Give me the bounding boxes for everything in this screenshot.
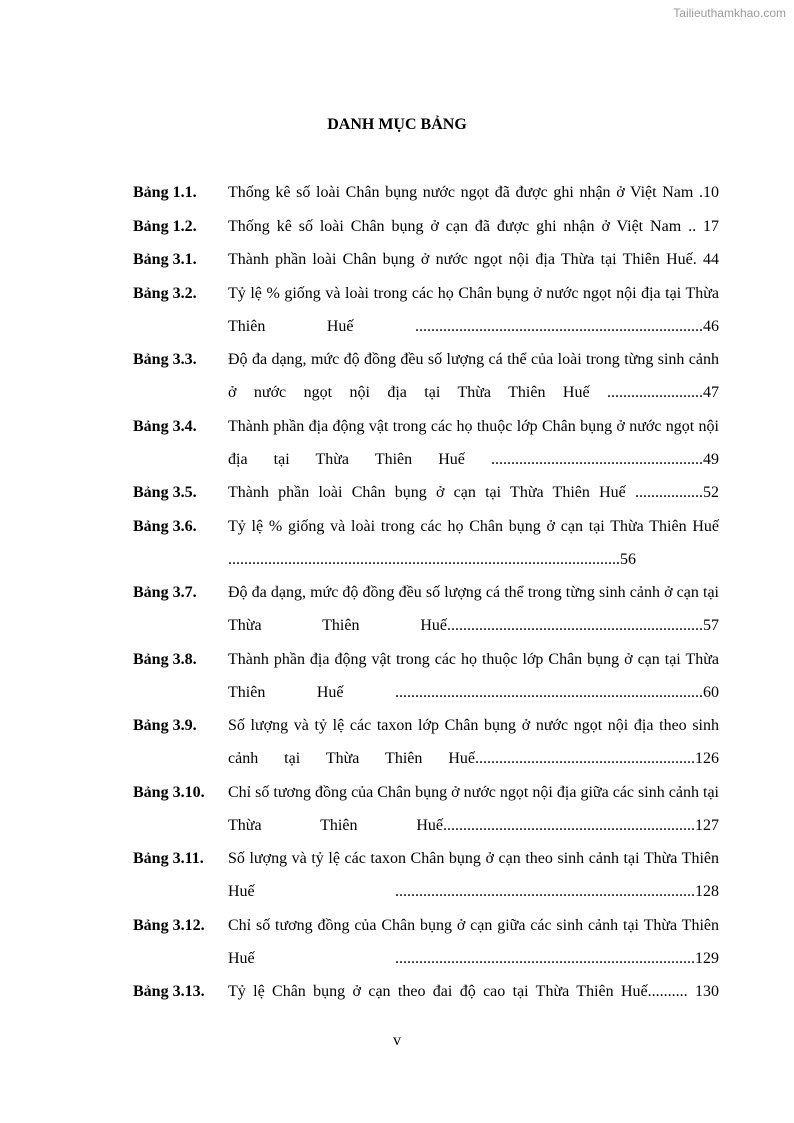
table-label: Bảng 3.6. — [133, 517, 197, 535]
list-item[interactable] — [133, 909, 719, 975]
table-caption: Độ đa dạng, mức độ đồng đều số lượng cá thể trong từng sinh cảnh ở cạn tại Thừa Thiên Huế................................................................57 — [228, 584, 719, 634]
page-number: v — [393, 1032, 401, 1049]
list-item[interactable] — [133, 410, 719, 476]
table-label: Bảng 3.12. — [133, 916, 205, 934]
list-item[interactable] — [133, 975, 719, 1008]
table-caption: Độ đa dạng, mức độ đồng đều số lượng cá thể của loài trong từng sinh cảnh ở nước ngọt nội địa tại Thừa Thiên Huế ........................47 — [228, 351, 719, 401]
table-caption: Tỷ lệ Chân bụng ở cạn theo đai độ cao tại Thừa Thiên Huế.......... 130 — [228, 983, 719, 1000]
list-item[interactable] — [133, 277, 719, 343]
table-label: Bảng 1.1. — [133, 184, 197, 201]
table-label: Bảng 3.3. — [133, 351, 197, 368]
table-list — [133, 176, 719, 1009]
table-caption: Tỷ lệ % giống và loài trong các họ Chân bụng ở nước ngọt nội địa tại Thừa Thiên Huế ........................................................................46 — [228, 284, 719, 335]
table-label: Bảng 3.9. — [133, 717, 197, 734]
table-label: Bảng 3.11. — [133, 850, 204, 867]
list-item[interactable] — [133, 176, 719, 209]
table-caption: Thống kê số loài Chân bụng nước ngọt đã được ghi nhận ở Việt Nam .10 — [228, 184, 719, 201]
table-label: Bảng 3.2. — [133, 284, 197, 302]
list-item[interactable] — [133, 510, 719, 576]
table-label: Bảng 3.4. — [133, 417, 197, 435]
table-label: Bảng 3.5. — [133, 484, 197, 501]
table-caption: Thành phần loài Chân bụng ở nước ngọt nội địa Thừa tại Thiên Huế. 44 — [228, 251, 719, 268]
table-label: Bảng 3.1. — [133, 251, 197, 268]
table-caption: Thành phần địa động vật trong các họ thuộc lớp Chân bụng ở cạn tại Thừa Thiên Huế .............................................................................60 — [228, 650, 719, 701]
list-item[interactable] — [133, 243, 719, 276]
list-item[interactable] — [133, 476, 719, 509]
list-item[interactable] — [133, 776, 719, 842]
table-label: Bảng 1.2. — [133, 217, 197, 235]
list-item[interactable] — [133, 709, 719, 775]
watermark: Tailieuthamkhao.com — [673, 6, 786, 20]
table-caption: Thành phần địa động vật trong các họ thuộc lớp Chân bụng ở nước ngọt nội địa tại Thừa Thiên Huế .....................................................49 — [228, 417, 719, 468]
table-caption: Tỷ lệ % giống và loài trong các họ Chân bụng ở cạn tại Thừa Thiên Huế ..................................................................................................56 — [228, 517, 719, 568]
table-label: Bảng 3.10. — [133, 783, 205, 801]
table-label: Bảng 3.8. — [133, 650, 197, 668]
page-title: DANH MỤC BẢNG — [327, 116, 467, 133]
list-item[interactable] — [133, 842, 719, 908]
list-item[interactable] — [133, 643, 719, 709]
list-item[interactable] — [133, 210, 719, 243]
table-caption: Thành phần loài Chân bụng ở cạn tại Thừa Thiên Huế .................52 — [228, 484, 719, 501]
table-caption: Thống kê số loài Chân bụng ở cạn đã được ghi nhận ở Việt Nam .. 17 — [228, 217, 719, 235]
table-label: Bảng 3.13. — [133, 983, 205, 1000]
table-label: Bảng 3.7. — [133, 584, 197, 601]
table-caption: Chỉ số tương đồng của Chân bụng ở nước ngọt nội địa giữa các sinh cảnh tại Thừa Thiên Huế...............................................................127 — [228, 783, 719, 834]
table-caption: Số lượng và tỷ lệ các taxon Chân bụng ở cạn theo sinh cảnh tại Thừa Thiên Huế ...........................................................................128 — [228, 850, 719, 900]
table-caption: Chỉ số tương đồng của Chân bụng ở cạn giữa các sinh cảnh tại Thừa Thiên Huế ...........................................................................129 — [228, 916, 719, 967]
list-item[interactable] — [133, 343, 719, 409]
table-caption: Số lượng và tỷ lệ các taxon lớp Chân bụng ở nước ngọt nội địa theo sinh cảnh tại Thừa Thiên Huế.......................................................126 — [228, 717, 719, 767]
list-item[interactable] — [133, 576, 719, 642]
